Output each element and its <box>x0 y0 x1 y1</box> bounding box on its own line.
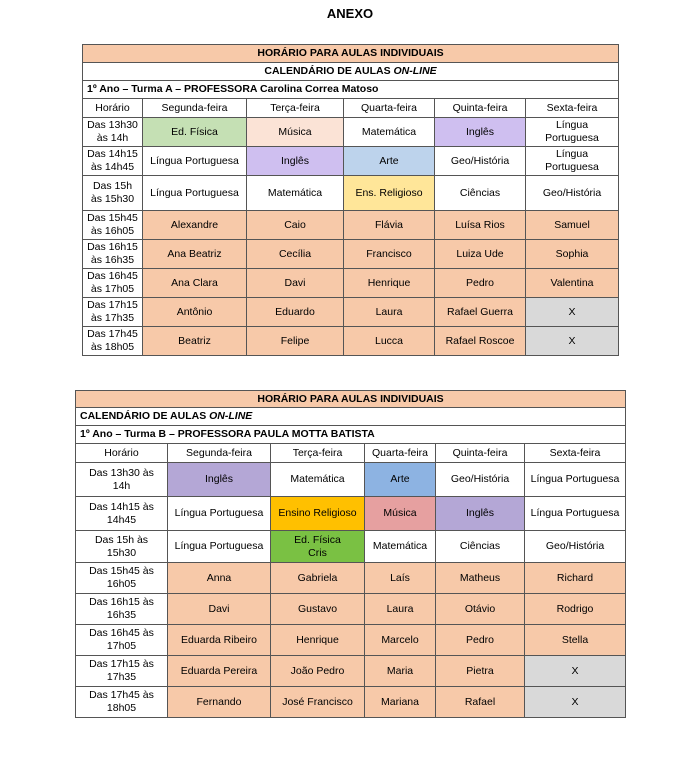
schedule-cell: Ed. Física <box>143 118 247 147</box>
time-slot-line: 14h <box>112 479 131 492</box>
schedule-cell: Laís <box>365 563 436 594</box>
schedule-cell: Henrique <box>271 625 365 656</box>
schedule-cell: Davi <box>168 594 271 625</box>
table-heading: HORÁRIO PARA AULAS INDIVIDUAIS <box>76 391 626 408</box>
table-row <box>83 147 619 176</box>
schedule-cell: Matheus <box>436 563 525 594</box>
time-slot-line: Das 16h15 às <box>89 596 154 608</box>
time-slot-line: Das 15h45 <box>87 212 138 224</box>
table-row <box>76 531 626 563</box>
schedule-cell: Samuel <box>526 211 619 240</box>
schedule-cell: Mariana <box>365 687 436 718</box>
schedule-cell: Eduardo <box>247 298 344 327</box>
schedule-cell: José Francisco <box>271 687 365 718</box>
schedule-cell: Antônio <box>143 298 247 327</box>
column-header: Sexta-feira <box>526 99 619 118</box>
time-slot-cell <box>76 463 168 497</box>
schedule-cell: Gabriela <box>271 563 365 594</box>
schedule-cell: X <box>526 327 619 356</box>
schedule-cell: Sophia <box>526 240 619 269</box>
schedule-cell: Rodrigo <box>525 594 626 625</box>
time-slot-cell <box>83 298 143 327</box>
time-slot-line: 16h35 <box>106 609 137 621</box>
schedule-cell: Língua Portuguesa <box>526 147 619 176</box>
schedule-cell: Música <box>247 118 344 147</box>
schedule-cell: Geo/História <box>526 176 619 211</box>
table-row <box>76 497 626 531</box>
table-row <box>83 176 619 211</box>
time-slot-cell <box>83 211 143 240</box>
time-slot-line: às 17h05 <box>90 283 135 295</box>
schedule-cell: Geo/História <box>525 531 626 563</box>
time-slot-line: 17h05 <box>106 640 137 652</box>
schedule-cell: Pietra <box>436 656 525 687</box>
time-slot-line: às 15h30 <box>90 193 135 205</box>
time-slot-line: às 16h05 <box>90 225 135 237</box>
table-row <box>76 687 626 718</box>
calendar-line: CALENDÁRIO DE AULAS ON-LINE <box>76 408 626 426</box>
schedule-cell: Língua Portuguesa <box>143 176 247 211</box>
time-slot-line: Das 15h45 às <box>89 565 154 577</box>
table-row <box>83 240 619 269</box>
class-teacher-line: 1º Ano – Turma A – PROFESSORA Carolina Correa Matoso <box>83 81 619 99</box>
time-slot-line: às 16h35 <box>90 254 135 266</box>
time-slot-line: 14h45 <box>106 513 137 526</box>
time-slot-cell <box>76 563 168 594</box>
table-row <box>83 327 619 356</box>
schedule-table-turma-b <box>75 390 626 718</box>
schedule-cell: Beatriz <box>143 327 247 356</box>
table-row <box>76 463 626 497</box>
column-header: Segunda-feira <box>168 444 271 463</box>
schedule-cell: Luiza Ude <box>435 240 526 269</box>
schedule-cell: Ed. Física Cris <box>271 531 365 563</box>
schedule-cell: Pedro <box>435 269 526 298</box>
time-slot-line: Das 13h30 às <box>89 466 154 479</box>
time-slot-line: Das 14h15 às <box>89 500 154 513</box>
schedule-cell: Inglês <box>436 497 525 531</box>
schedule-cell: Arte <box>344 147 435 176</box>
time-slot-cell <box>83 118 143 147</box>
time-slot-line: às 14h <box>96 132 129 144</box>
schedule-cell: Inglês <box>247 147 344 176</box>
schedule-cell: Língua Portuguesa <box>525 463 626 497</box>
schedule-cell: Rafael <box>436 687 525 718</box>
time-slot-line: 15h30 <box>106 546 137 559</box>
schedule-cell: Stella <box>525 625 626 656</box>
schedule-cell: Música <box>365 497 436 531</box>
column-header: Sexta-feira <box>525 444 626 463</box>
table-row <box>83 118 619 147</box>
time-slot-line: Das 15h às <box>94 533 149 546</box>
time-slot-line: Das 17h15 às <box>89 658 154 670</box>
schedule-cell: Ciências <box>435 176 526 211</box>
time-slot-line: Das 16h45 às <box>89 627 154 639</box>
schedule-cell: Lucca <box>344 327 435 356</box>
schedule-cell: X <box>526 298 619 327</box>
time-slot-line: Das 17h15 <box>87 299 138 311</box>
schedule-cell: Laura <box>365 594 436 625</box>
schedule-cell: Alexandre <box>143 211 247 240</box>
time-slot-line: às 18h05 <box>90 341 135 353</box>
schedule-cell: Rafael Guerra <box>435 298 526 327</box>
table-row <box>83 211 619 240</box>
time-slot-cell <box>83 269 143 298</box>
schedule-cell: Inglês <box>435 118 526 147</box>
time-slot-cell <box>76 687 168 718</box>
schedule-cell: Matemática <box>344 118 435 147</box>
schedule-cell: Cecília <box>247 240 344 269</box>
table-row <box>83 269 619 298</box>
time-slot-cell <box>83 176 143 211</box>
class-teacher-line: 1º Ano – Turma B – PROFESSORA PAULA MOTTA BATISTA <box>76 426 626 444</box>
column-header: Quarta-feira <box>344 99 435 118</box>
calendar-line: CALENDÁRIO DE AULAS ON-LINE <box>83 63 619 81</box>
column-header: Horário <box>76 444 168 463</box>
schedule-cell: Anna <box>168 563 271 594</box>
time-slot-line: Das 14h15 <box>87 148 138 160</box>
schedule-cell: Língua Portuguesa <box>525 497 626 531</box>
time-slot-cell <box>83 327 143 356</box>
schedule-cell: Francisco <box>344 240 435 269</box>
schedule-cell: Língua Portuguesa <box>143 147 247 176</box>
time-slot-line: Das 16h15 <box>87 241 138 253</box>
time-slot-line: 18h05 <box>106 702 137 714</box>
column-header: Segunda-feira <box>143 99 247 118</box>
schedule-cell: Caio <box>247 211 344 240</box>
schedule-cell: Ciências <box>436 531 525 563</box>
schedule-cell: Matemática <box>271 463 365 497</box>
schedule-cell: Ana Clara <box>143 269 247 298</box>
column-header: Quinta-feira <box>435 99 526 118</box>
schedule-cell: Maria <box>365 656 436 687</box>
table-row <box>76 625 626 656</box>
time-slot-line: Das 13h30 <box>87 119 138 131</box>
time-slot-line: Das 15h <box>92 180 133 192</box>
time-slot-line: 17h35 <box>106 671 137 683</box>
table-heading: HORÁRIO PARA AULAS INDIVIDUAIS <box>83 45 619 63</box>
column-header: Quarta-feira <box>365 444 436 463</box>
schedule-cell: Pedro <box>436 625 525 656</box>
schedule-cell: Ens. Religioso <box>344 176 435 211</box>
schedule-cell: Eduarda Ribeiro <box>168 625 271 656</box>
schedule-cell: Geo/História <box>435 147 526 176</box>
schedule-cell: Davi <box>247 269 344 298</box>
schedule-cell: Valentina <box>526 269 619 298</box>
schedule-cell: Otávio <box>436 594 525 625</box>
schedule-cell: Matemática <box>365 531 436 563</box>
time-slot-line: às 17h35 <box>90 312 135 324</box>
schedule-cell: Geo/História <box>436 463 525 497</box>
time-slot-line: às 14h45 <box>90 161 135 173</box>
schedule-cell: Língua Portuguesa <box>168 497 271 531</box>
schedule-cell: Língua Portuguesa <box>168 531 271 563</box>
time-slot-line: Das 16h45 <box>87 270 138 282</box>
column-header: Terça-feira <box>247 99 344 118</box>
column-header: Horário <box>83 99 143 118</box>
schedule-cell: Gustavo <box>271 594 365 625</box>
time-slot-line: 16h05 <box>106 578 137 590</box>
schedule-cell: Fernando <box>168 687 271 718</box>
schedule-cell: Ana Beatriz <box>143 240 247 269</box>
schedule-cell: Luísa Rios <box>435 211 526 240</box>
schedule-cell: Arte <box>365 463 436 497</box>
schedule-cell: Eduarda Pereira <box>168 656 271 687</box>
time-slot-cell <box>83 240 143 269</box>
schedule-cell: X <box>525 687 626 718</box>
table-row <box>76 563 626 594</box>
time-slot-cell <box>76 531 168 563</box>
table-row <box>76 656 626 687</box>
schedule-cell: Rafael Roscoe <box>435 327 526 356</box>
schedule-cell: X <box>525 656 626 687</box>
schedule-cell: Flávia <box>344 211 435 240</box>
schedule-table-turma-a <box>82 44 619 356</box>
schedule-cell: João Pedro <box>271 656 365 687</box>
table-row <box>83 298 619 327</box>
time-slot-cell <box>76 656 168 687</box>
schedule-cell: Richard <box>525 563 626 594</box>
schedule-cell: Matemática <box>247 176 344 211</box>
document-title: ANEXO <box>326 6 374 21</box>
table-row <box>76 594 626 625</box>
time-slot-line: Das 17h45 às <box>89 689 154 701</box>
time-slot-cell <box>76 625 168 656</box>
schedule-cell: Laura <box>344 298 435 327</box>
schedule-cell: Henrique <box>344 269 435 298</box>
schedule-cell: Inglês <box>168 463 271 497</box>
time-slot-cell <box>76 594 168 625</box>
column-header: Quinta-feira <box>436 444 525 463</box>
time-slot-line: Das 17h45 <box>87 328 138 340</box>
time-slot-cell <box>76 497 168 531</box>
schedule-cell: Felipe <box>247 327 344 356</box>
schedule-cell: Língua Portuguesa <box>526 118 619 147</box>
time-slot-cell <box>83 147 143 176</box>
column-header: Terça-feira <box>271 444 365 463</box>
schedule-cell: Marcelo <box>365 625 436 656</box>
schedule-cell: Ensino Religioso <box>271 497 365 531</box>
